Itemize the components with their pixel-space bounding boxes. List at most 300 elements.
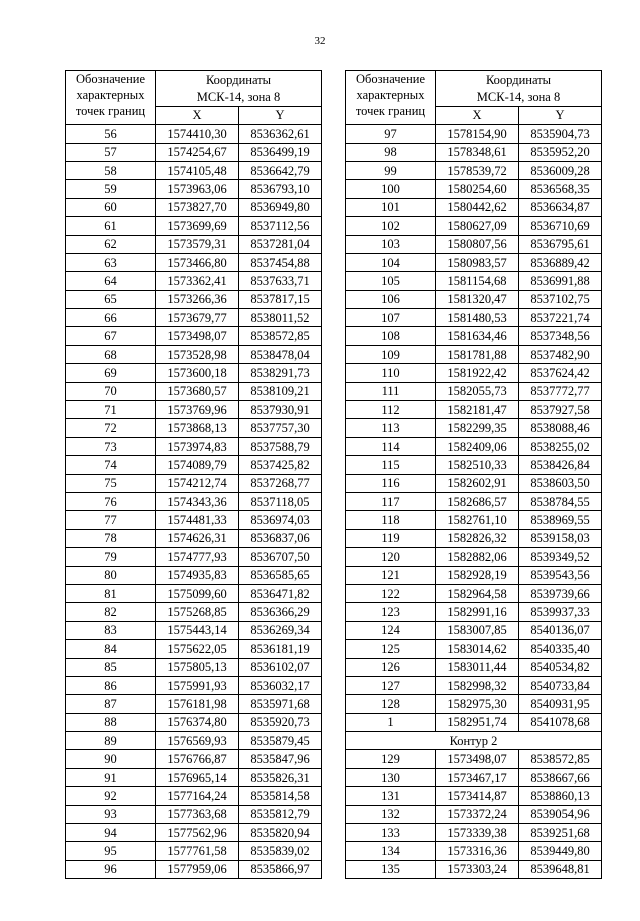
- y-coordinate-cell: 8538572,85: [519, 750, 602, 768]
- x-column-header: X: [156, 106, 239, 124]
- table-row: [346, 474, 602, 492]
- y-coordinate-cell: 8535879,45: [239, 732, 322, 750]
- point-number-cell: 123: [346, 603, 436, 621]
- table-row: [346, 860, 602, 878]
- x-coordinate-cell: 1573372,24: [436, 805, 519, 823]
- point-number-cell: 66: [66, 309, 156, 327]
- point-number-cell: 132: [346, 805, 436, 823]
- y-coordinate-cell: 8537817,15: [239, 290, 322, 308]
- table-row: [66, 290, 322, 308]
- y-coordinate-cell: 8537482,90: [519, 345, 602, 363]
- table-row: [346, 217, 602, 235]
- y-coordinate-cell: 8538255,02: [519, 437, 602, 455]
- point-number-cell: 127: [346, 676, 436, 694]
- x-coordinate-cell: 1573528,98: [156, 345, 239, 363]
- y-coordinate-cell: 8536102,07: [239, 658, 322, 676]
- point-number-cell: 73: [66, 437, 156, 455]
- table-row: [346, 566, 602, 584]
- point-header-line: характерных: [76, 88, 145, 102]
- x-coordinate-cell: 1576181,98: [156, 695, 239, 713]
- table-row: [66, 143, 322, 161]
- y-coordinate-cell: 8538572,85: [239, 327, 322, 345]
- x-coordinate-cell: 1583011,44: [436, 658, 519, 676]
- y-coordinate-cell: 8540931,95: [519, 695, 602, 713]
- y-coordinate-cell: 8536710,69: [519, 217, 602, 235]
- point-designation-header: [66, 71, 156, 125]
- coordinates-table-left: [65, 70, 322, 879]
- point-number-cell: 103: [346, 235, 436, 253]
- x-coordinate-cell: 1577363,68: [156, 805, 239, 823]
- y-coordinate-cell: 8535812,79: [239, 805, 322, 823]
- table-row: [66, 217, 322, 235]
- x-coordinate-cell: 1573680,57: [156, 382, 239, 400]
- point-header-line: точек границ: [355, 104, 426, 118]
- table-row: [66, 309, 322, 327]
- table-row: [66, 842, 322, 860]
- x-coordinate-cell: 1582928,19: [436, 566, 519, 584]
- point-number-cell: 122: [346, 584, 436, 602]
- y-column-header: Y: [239, 106, 322, 124]
- y-coordinate-cell: 8539158,03: [519, 529, 602, 547]
- x-coordinate-cell: 1580807,56: [436, 235, 519, 253]
- table-row: [66, 824, 322, 842]
- point-number-cell: 96: [66, 860, 156, 878]
- coordinate-system-header: МСК-14, зона 8: [156, 88, 322, 106]
- y-coordinate-cell: 8538667,66: [519, 768, 602, 786]
- point-number-cell: 110: [346, 364, 436, 382]
- table-row: [66, 492, 322, 510]
- x-coordinate-cell: 1574626,31: [156, 529, 239, 547]
- x-coordinate-cell: 1580254,60: [436, 180, 519, 198]
- x-coordinate-cell: 1581634,46: [436, 327, 519, 345]
- point-number-cell: 130: [346, 768, 436, 786]
- point-number-cell: 117: [346, 492, 436, 510]
- table-row: [66, 198, 322, 216]
- point-number-cell: 85: [66, 658, 156, 676]
- point-number-cell: 94: [66, 824, 156, 842]
- point-number-cell: 86: [66, 676, 156, 694]
- x-coordinate-cell: 1582686,57: [436, 492, 519, 510]
- y-coordinate-cell: 8539648,81: [519, 860, 602, 878]
- x-coordinate-cell: 1576374,80: [156, 713, 239, 731]
- table-row: [66, 272, 322, 290]
- point-number-cell: 119: [346, 529, 436, 547]
- y-coordinate-cell: 8537927,58: [519, 401, 602, 419]
- x-coordinate-cell: 1575268,85: [156, 603, 239, 621]
- table-row: [66, 253, 322, 271]
- x-coordinate-cell: 1575622,05: [156, 640, 239, 658]
- point-number-cell: 77: [66, 511, 156, 529]
- table-row: [66, 566, 322, 584]
- point-number-cell: 113: [346, 419, 436, 437]
- section-row: [346, 732, 602, 750]
- y-coordinate-cell: 8537772,77: [519, 382, 602, 400]
- table-row: [346, 253, 602, 271]
- point-number-cell: 89: [66, 732, 156, 750]
- y-coordinate-cell: 8536366,29: [239, 603, 322, 621]
- point-number-cell: 99: [346, 161, 436, 179]
- table-row: [346, 787, 602, 805]
- point-number-cell: 87: [66, 695, 156, 713]
- point-number-cell: 116: [346, 474, 436, 492]
- x-coordinate-cell: 1580442,62: [436, 198, 519, 216]
- point-number-cell: 91: [66, 768, 156, 786]
- table-row: [346, 768, 602, 786]
- point-number-cell: 133: [346, 824, 436, 842]
- table-row: [66, 695, 322, 713]
- table-row: [66, 401, 322, 419]
- y-coordinate-cell: 8540136,07: [519, 621, 602, 639]
- y-coordinate-cell: 8536471,82: [239, 584, 322, 602]
- point-number-cell: 80: [66, 566, 156, 584]
- x-coordinate-cell: 1573467,17: [436, 768, 519, 786]
- x-column-header: X: [436, 106, 519, 124]
- point-number-cell: 120: [346, 548, 436, 566]
- x-coordinate-cell: 1576766,87: [156, 750, 239, 768]
- x-coordinate-cell: 1580983,57: [436, 253, 519, 271]
- x-coordinate-cell: 1573679,77: [156, 309, 239, 327]
- table-row: [346, 750, 602, 768]
- point-number-cell: 61: [66, 217, 156, 235]
- table-row: [66, 235, 322, 253]
- point-header-line: точек границ: [75, 104, 146, 118]
- table-row: [66, 640, 322, 658]
- table-row: [66, 419, 322, 437]
- y-coordinate-cell: 8539054,96: [519, 805, 602, 823]
- point-number-cell: 78: [66, 529, 156, 547]
- y-coordinate-cell: 8538291,73: [239, 364, 322, 382]
- table-row: [66, 511, 322, 529]
- point-number-cell: 81: [66, 584, 156, 602]
- x-coordinate-cell: 1573974,83: [156, 437, 239, 455]
- y-coordinate-cell: 8538109,21: [239, 382, 322, 400]
- x-coordinate-cell: 1578154,90: [436, 125, 519, 143]
- x-coordinate-cell: 1573498,07: [436, 750, 519, 768]
- x-coordinate-cell: 1583007,85: [436, 621, 519, 639]
- point-number-cell: 106: [346, 290, 436, 308]
- table-row: [346, 640, 602, 658]
- table-row: [66, 364, 322, 382]
- y-coordinate-cell: 8537118,05: [239, 492, 322, 510]
- point-number-cell: 102: [346, 217, 436, 235]
- y-coordinate-cell: 8536009,28: [519, 161, 602, 179]
- point-number-cell: 83: [66, 621, 156, 639]
- coordinates-title-header: Координаты: [436, 71, 602, 89]
- x-coordinate-cell: 1576569,93: [156, 732, 239, 750]
- table-row: [346, 492, 602, 510]
- table-row: [346, 676, 602, 694]
- y-coordinate-cell: 8541078,68: [519, 713, 602, 731]
- point-number-cell: 56: [66, 125, 156, 143]
- table-row: [346, 345, 602, 363]
- point-number-cell: 109: [346, 345, 436, 363]
- table-row: [66, 345, 322, 363]
- table-row: [66, 603, 322, 621]
- point-number-cell: 70: [66, 382, 156, 400]
- y-coordinate-cell: 8537221,74: [519, 309, 602, 327]
- coordinates-title-header: Координаты: [156, 71, 322, 89]
- point-number-cell: 107: [346, 309, 436, 327]
- y-coordinate-cell: 8536568,35: [519, 180, 602, 198]
- y-coordinate-cell: 8537281,04: [239, 235, 322, 253]
- y-coordinate-cell: 8538784,55: [519, 492, 602, 510]
- point-number-cell: 64: [66, 272, 156, 290]
- table-row: [346, 548, 602, 566]
- y-coordinate-cell: 8538426,84: [519, 456, 602, 474]
- y-coordinate-cell: 8537454,88: [239, 253, 322, 271]
- y-coordinate-cell: 8535847,96: [239, 750, 322, 768]
- table-row: [66, 161, 322, 179]
- coordinates-table-right: [345, 70, 602, 879]
- point-number-cell: 1: [346, 713, 436, 731]
- point-number-cell: 98: [346, 143, 436, 161]
- table-row: [346, 419, 602, 437]
- x-coordinate-cell: 1574777,93: [156, 548, 239, 566]
- y-coordinate-cell: 8536642,79: [239, 161, 322, 179]
- point-number-cell: 114: [346, 437, 436, 455]
- point-number-cell: 129: [346, 750, 436, 768]
- point-number-cell: 115: [346, 456, 436, 474]
- table-row: [346, 125, 602, 143]
- y-coordinate-cell: 8538011,52: [239, 309, 322, 327]
- point-number-cell: 101: [346, 198, 436, 216]
- table-row: [66, 327, 322, 345]
- table-row: [346, 180, 602, 198]
- y-coordinate-cell: 8537757,30: [239, 419, 322, 437]
- table-row: [66, 805, 322, 823]
- x-coordinate-cell: 1575099,60: [156, 584, 239, 602]
- x-coordinate-cell: 1573339,38: [436, 824, 519, 842]
- x-coordinate-cell: 1575991,93: [156, 676, 239, 694]
- table-row: [346, 456, 602, 474]
- point-number-cell: 75: [66, 474, 156, 492]
- point-number-cell: 93: [66, 805, 156, 823]
- y-column-header: Y: [519, 106, 602, 124]
- y-coordinate-cell: 8536889,42: [519, 253, 602, 271]
- point-number-cell: 68: [66, 345, 156, 363]
- table-row: [66, 474, 322, 492]
- y-coordinate-cell: 8537425,82: [239, 456, 322, 474]
- x-coordinate-cell: 1573303,24: [436, 860, 519, 878]
- table-row: [346, 198, 602, 216]
- x-coordinate-cell: 1573600,18: [156, 364, 239, 382]
- y-coordinate-cell: 8539349,52: [519, 548, 602, 566]
- x-coordinate-cell: 1582761,10: [436, 511, 519, 529]
- coordinate-system-header: МСК-14, зона 8: [436, 88, 602, 106]
- point-number-cell: 71: [66, 401, 156, 419]
- x-coordinate-cell: 1573414,87: [436, 787, 519, 805]
- point-number-cell: 58: [66, 161, 156, 179]
- x-coordinate-cell: 1582975,30: [436, 695, 519, 713]
- point-number-cell: 126: [346, 658, 436, 676]
- table-row: [66, 658, 322, 676]
- y-coordinate-cell: 8536949,80: [239, 198, 322, 216]
- table-row: [346, 235, 602, 253]
- point-number-cell: 97: [346, 125, 436, 143]
- x-coordinate-cell: 1576965,14: [156, 768, 239, 786]
- point-number-cell: 67: [66, 327, 156, 345]
- point-number-cell: 72: [66, 419, 156, 437]
- table-row: [346, 364, 602, 382]
- point-number-cell: 95: [66, 842, 156, 860]
- x-coordinate-cell: 1580627,09: [436, 217, 519, 235]
- point-number-cell: 62: [66, 235, 156, 253]
- x-coordinate-cell: 1573498,07: [156, 327, 239, 345]
- table-row: [66, 732, 322, 750]
- x-coordinate-cell: 1581320,47: [436, 290, 519, 308]
- y-coordinate-cell: 8538478,04: [239, 345, 322, 363]
- table-row: [346, 382, 602, 400]
- point-number-cell: 111: [346, 382, 436, 400]
- y-coordinate-cell: 8539251,68: [519, 824, 602, 842]
- y-coordinate-cell: 8537930,91: [239, 401, 322, 419]
- x-coordinate-cell: 1573963,06: [156, 180, 239, 198]
- point-number-cell: 128: [346, 695, 436, 713]
- x-coordinate-cell: 1583014,62: [436, 640, 519, 658]
- x-coordinate-cell: 1577761,58: [156, 842, 239, 860]
- table-row: [346, 805, 602, 823]
- x-coordinate-cell: 1575443,14: [156, 621, 239, 639]
- x-coordinate-cell: 1577959,06: [156, 860, 239, 878]
- x-coordinate-cell: 1573466,80: [156, 253, 239, 271]
- point-number-cell: 84: [66, 640, 156, 658]
- table-row: [66, 787, 322, 805]
- y-coordinate-cell: 8536974,03: [239, 511, 322, 529]
- table-row: [66, 750, 322, 768]
- table-row: [346, 437, 602, 455]
- y-coordinate-cell: 8537633,71: [239, 272, 322, 290]
- x-coordinate-cell: 1573579,31: [156, 235, 239, 253]
- x-coordinate-cell: 1582299,35: [436, 419, 519, 437]
- contour-section-label: Контур 2: [346, 732, 602, 750]
- x-coordinate-cell: 1573699,69: [156, 217, 239, 235]
- y-coordinate-cell: 8538603,50: [519, 474, 602, 492]
- y-coordinate-cell: 8540733,84: [519, 676, 602, 694]
- x-coordinate-cell: 1574212,74: [156, 474, 239, 492]
- point-number-cell: 92: [66, 787, 156, 805]
- x-coordinate-cell: 1582964,58: [436, 584, 519, 602]
- y-coordinate-cell: 8535904,73: [519, 125, 602, 143]
- y-coordinate-cell: 8537112,56: [239, 217, 322, 235]
- y-coordinate-cell: 8539543,56: [519, 566, 602, 584]
- x-coordinate-cell: 1582602,91: [436, 474, 519, 492]
- point-number-cell: 69: [66, 364, 156, 382]
- x-coordinate-cell: 1582510,33: [436, 456, 519, 474]
- x-coordinate-cell: 1581922,42: [436, 364, 519, 382]
- point-number-cell: 63: [66, 253, 156, 271]
- table-row: [66, 584, 322, 602]
- table-row: [66, 860, 322, 878]
- coordinates-body-right: [346, 125, 602, 879]
- table-row: [346, 658, 602, 676]
- y-coordinate-cell: 8536793,10: [239, 180, 322, 198]
- x-coordinate-cell: 1578348,61: [436, 143, 519, 161]
- y-coordinate-cell: 8536837,06: [239, 529, 322, 547]
- table-row: [346, 621, 602, 639]
- y-coordinate-cell: 8535820,94: [239, 824, 322, 842]
- x-coordinate-cell: 1573868,13: [156, 419, 239, 437]
- x-coordinate-cell: 1578539,72: [436, 161, 519, 179]
- x-coordinate-cell: 1574089,79: [156, 456, 239, 474]
- x-coordinate-cell: 1575805,13: [156, 658, 239, 676]
- table-row: [346, 511, 602, 529]
- y-coordinate-cell: 8538088,46: [519, 419, 602, 437]
- point-number-cell: 124: [346, 621, 436, 639]
- x-coordinate-cell: 1582991,16: [436, 603, 519, 621]
- x-coordinate-cell: 1582951,74: [436, 713, 519, 731]
- x-coordinate-cell: 1582055,73: [436, 382, 519, 400]
- y-coordinate-cell: 8536032,17: [239, 676, 322, 694]
- table-row: [66, 529, 322, 547]
- x-coordinate-cell: 1573769,96: [156, 401, 239, 419]
- table-row: [346, 824, 602, 842]
- x-coordinate-cell: 1574481,33: [156, 511, 239, 529]
- point-number-cell: 134: [346, 842, 436, 860]
- table-row: [346, 713, 602, 731]
- y-coordinate-cell: 8536991,88: [519, 272, 602, 290]
- point-number-cell: 104: [346, 253, 436, 271]
- point-designation-header: [346, 71, 436, 125]
- x-coordinate-cell: 1573266,36: [156, 290, 239, 308]
- point-number-cell: 88: [66, 713, 156, 731]
- point-number-cell: 60: [66, 198, 156, 216]
- y-coordinate-cell: 8535814,58: [239, 787, 322, 805]
- y-coordinate-cell: 8538969,55: [519, 511, 602, 529]
- x-coordinate-cell: 1581154,68: [436, 272, 519, 290]
- point-number-cell: 105: [346, 272, 436, 290]
- y-coordinate-cell: 8537588,79: [239, 437, 322, 455]
- y-coordinate-cell: 8535971,68: [239, 695, 322, 713]
- table-row: [346, 584, 602, 602]
- point-number-cell: 79: [66, 548, 156, 566]
- x-coordinate-cell: 1574254,67: [156, 143, 239, 161]
- y-coordinate-cell: 8535866,97: [239, 860, 322, 878]
- x-coordinate-cell: 1577164,24: [156, 787, 239, 805]
- y-coordinate-cell: 8537102,75: [519, 290, 602, 308]
- table-row: [66, 676, 322, 694]
- y-coordinate-cell: 8539449,80: [519, 842, 602, 860]
- table-row: [346, 272, 602, 290]
- x-coordinate-cell: 1582882,06: [436, 548, 519, 566]
- x-coordinate-cell: 1582998,32: [436, 676, 519, 694]
- x-coordinate-cell: 1574105,48: [156, 161, 239, 179]
- x-coordinate-cell: 1582409,06: [436, 437, 519, 455]
- table-row: [346, 842, 602, 860]
- y-coordinate-cell: 8539937,33: [519, 603, 602, 621]
- point-header-line: Обозначение: [75, 72, 146, 86]
- x-coordinate-cell: 1581781,88: [436, 345, 519, 363]
- point-number-cell: 59: [66, 180, 156, 198]
- y-coordinate-cell: 8536181,19: [239, 640, 322, 658]
- y-coordinate-cell: 8539739,66: [519, 584, 602, 602]
- point-number-cell: 100: [346, 180, 436, 198]
- table-row: [66, 456, 322, 474]
- table-row: [346, 309, 602, 327]
- y-coordinate-cell: 8540335,40: [519, 640, 602, 658]
- x-coordinate-cell: 1581480,53: [436, 309, 519, 327]
- point-number-cell: 57: [66, 143, 156, 161]
- table-row: [66, 125, 322, 143]
- x-coordinate-cell: 1573316,36: [436, 842, 519, 860]
- table-row: [346, 695, 602, 713]
- table-row: [66, 548, 322, 566]
- table-row: [346, 603, 602, 621]
- y-coordinate-cell: 8537268,77: [239, 474, 322, 492]
- point-number-cell: 131: [346, 787, 436, 805]
- point-number-cell: 108: [346, 327, 436, 345]
- x-coordinate-cell: 1582181,47: [436, 401, 519, 419]
- point-number-cell: 118: [346, 511, 436, 529]
